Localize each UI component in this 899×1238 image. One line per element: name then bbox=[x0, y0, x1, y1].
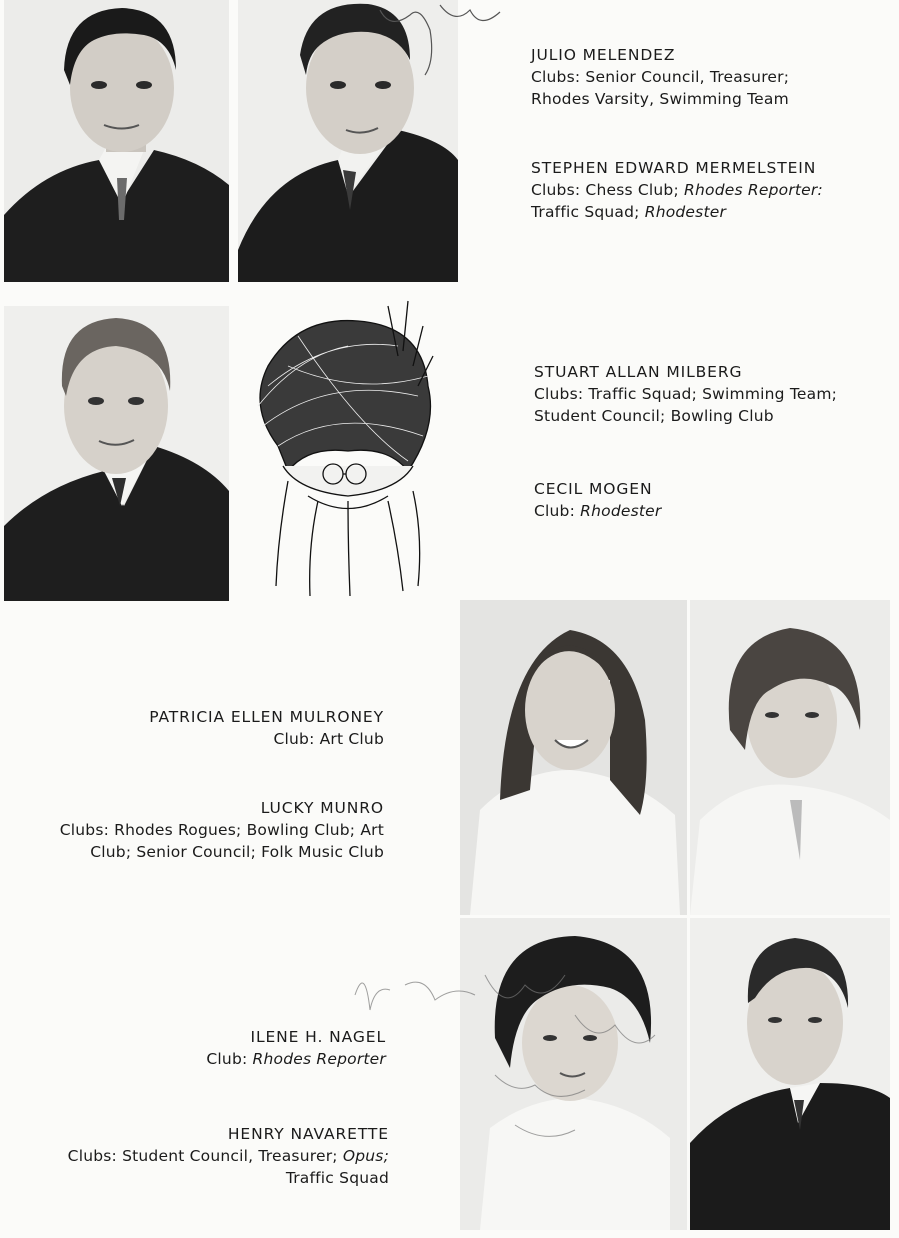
clubs-line bbox=[531, 88, 789, 110]
student-entry-lucky-munro bbox=[60, 797, 384, 863]
clubs-text: Club: Art Club bbox=[273, 730, 384, 748]
portrait-patricia-mulroney bbox=[460, 600, 687, 915]
student-clubs bbox=[531, 179, 823, 223]
portrait-ilene-nagel bbox=[460, 918, 687, 1230]
publication-title: Rhodes Reporter: bbox=[684, 181, 823, 199]
student-name: JULIO MELENDEZ bbox=[531, 46, 676, 64]
clubs-text: Club: bbox=[206, 1050, 253, 1068]
clubs-line bbox=[531, 179, 823, 201]
student-entry-stephen-mermelstein bbox=[531, 157, 823, 223]
clubs-line bbox=[534, 500, 661, 522]
student-entry-henry-navarette bbox=[68, 1123, 389, 1189]
portrait-julio-melendez bbox=[4, 0, 229, 282]
student-clubs bbox=[206, 1048, 386, 1070]
clubs-text: Clubs: Senior Council, Treasurer; bbox=[531, 68, 790, 86]
publication-title: Rhodester bbox=[580, 502, 662, 520]
student-name: PATRICIA ELLEN MULRONEY bbox=[149, 708, 384, 726]
student-clubs bbox=[534, 500, 661, 522]
clubs-text: Club; Senior Council; Folk Music Club bbox=[90, 843, 384, 861]
student-name: LUCKY MUNRO bbox=[260, 799, 384, 817]
student-name: STUART ALLAN MILBERG bbox=[534, 363, 743, 381]
student-clubs bbox=[60, 819, 384, 863]
clubs-text: Clubs: Chess Club; bbox=[531, 181, 685, 199]
student-name: STEPHEN EDWARD MERMELSTEIN bbox=[531, 159, 817, 177]
student-name: ILENE H. NAGEL bbox=[250, 1028, 386, 1046]
publication-title: Rhodester bbox=[644, 203, 727, 221]
clubs-line bbox=[534, 383, 837, 405]
student-entry-stuart-milberg bbox=[534, 361, 837, 427]
clubs-text: Traffic Squad; bbox=[531, 203, 645, 221]
publication-title: Rhodes Reporter bbox=[252, 1050, 386, 1068]
clubs-text: Student Council; Bowling Club bbox=[534, 407, 774, 425]
student-clubs bbox=[68, 1145, 389, 1189]
clubs-text: Rhodes Varsity, Swimming Team bbox=[531, 90, 789, 108]
student-name: HENRY NAVARETTE bbox=[227, 1125, 389, 1143]
portrait-stuart-milberg bbox=[4, 306, 229, 601]
clubs-text: Clubs: Traffic Squad; Swimming Team; bbox=[534, 385, 838, 403]
student-name: CECIL MOGEN bbox=[534, 480, 653, 498]
student-entry-julio-melendez bbox=[531, 44, 789, 110]
student-clubs bbox=[534, 383, 837, 427]
student-entry-cecil-mogen bbox=[534, 478, 661, 522]
clubs-text: Traffic Squad bbox=[285, 1169, 389, 1187]
clubs-line bbox=[534, 405, 837, 427]
clubs-text: Clubs: Rhodes Rogues; Bowling Club; Art bbox=[59, 821, 384, 839]
clubs-line bbox=[531, 66, 789, 88]
clubs-line bbox=[68, 1145, 389, 1167]
clubs-text: Clubs: Student Council, Treasurer; bbox=[67, 1147, 343, 1165]
portrait-lucky-munro bbox=[690, 600, 890, 915]
student-clubs bbox=[531, 66, 789, 110]
student-clubs bbox=[149, 728, 384, 750]
clubs-line bbox=[206, 1048, 386, 1070]
cartoon-sketch-cecil-mogen bbox=[238, 296, 458, 601]
student-entry-patricia-mulroney bbox=[149, 706, 384, 750]
student-entry-ilene-nagel bbox=[206, 1026, 386, 1070]
clubs-text: Club: bbox=[534, 502, 581, 520]
portrait-henry-navarette bbox=[690, 918, 890, 1230]
clubs-line bbox=[149, 728, 384, 750]
publication-title: Opus; bbox=[342, 1147, 389, 1165]
portrait-stephen-mermelstein bbox=[238, 0, 458, 282]
clubs-line bbox=[68, 1167, 389, 1189]
clubs-line bbox=[531, 201, 823, 223]
clubs-line bbox=[60, 841, 384, 863]
clubs-line bbox=[60, 819, 384, 841]
